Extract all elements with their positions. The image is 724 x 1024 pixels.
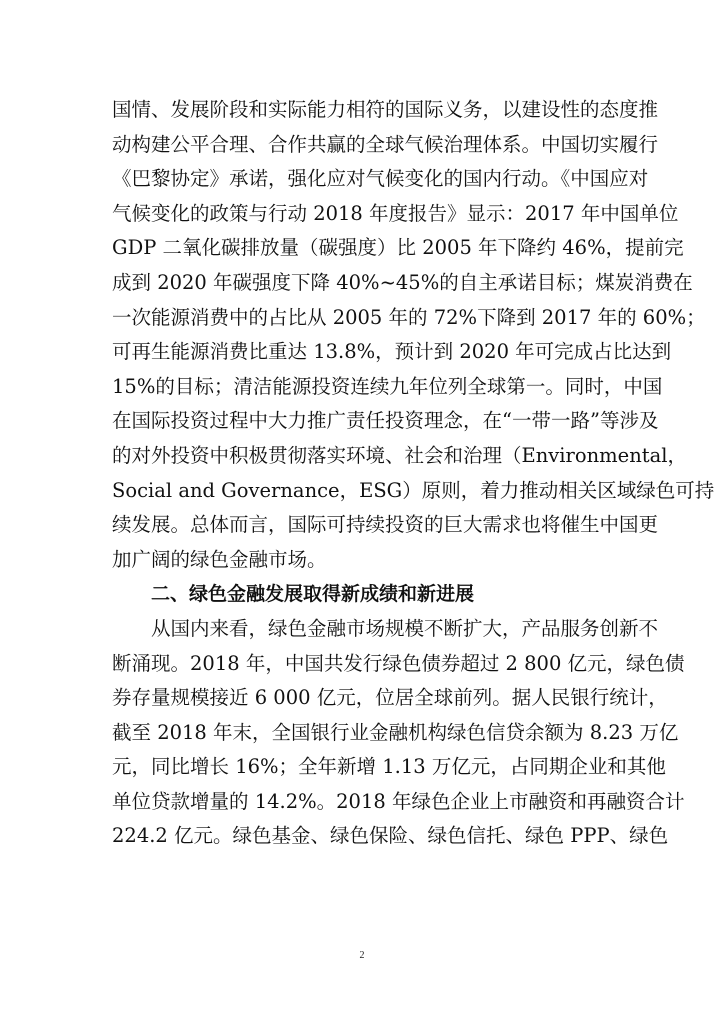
text-line: 可再生能源消费比重达 13.8%，预计到 2020 年可完成占比达到 [112, 340, 672, 364]
text-line: 成到 2020 年碳强度下降 40%~45%的自主承诺目标；煤炭消费在 [112, 270, 693, 294]
text-line: 断涌现。2018 年，中国共发行绿色债券超过 2 800 亿元，绿色债 [112, 651, 685, 675]
text-line: 一次能源消费中的占比从 2005 年的 72%下降到 2017 年的 60%； [112, 305, 706, 329]
section-heading: 二、绿色金融发展取得新成绩和新进展 [151, 583, 475, 606]
text-line: 224.2 亿元。绿色基金、绿色保险、绿色信托、绿色 PPP、绿色 [112, 824, 669, 848]
paragraph-green-finance-progress [112, 612, 685, 854]
text-line: 续发展。总体而言，国际可持续投资的巨大需求也将催生中国更 [112, 513, 659, 537]
text-line: 元，同比增长 16%；全年新增 1.13 万亿元，占同期企业和其他 [112, 755, 666, 779]
text-line: 的对外投资中积极贯彻落实环境、社会和治理（Environmental， [112, 443, 687, 467]
text-line: 加广阔的绿色金融市场。 [112, 547, 327, 571]
page-number: 2 [359, 950, 365, 961]
text-line: 从国内来看，绿色金融市场规模不断扩大，产品服务创新不 [151, 616, 659, 640]
text-line: 国情、发展阶段和实际能力相符的国际义务，以建设性的态度推 [112, 98, 659, 121]
text-line: GDP 二氧化碳排放量（碳强度）比 2005 年下降约 46%，提前完 [112, 236, 684, 260]
text-line: 《巴黎协定》承诺，强化应对气候变化的国内行动。《中国应对 [112, 167, 649, 191]
text-line: 在国际投资过程中大力推广责任投资理念，在“一带一路”等涉及 [112, 409, 659, 433]
text-line: 15%的目标；清洁能源投资连续九年位列全球第一。同时，中国 [112, 374, 663, 398]
paragraph-international-obligations [112, 93, 715, 577]
text-line: 券存量规模接近 6 000 亿元，位居全球前列。据人民银行统计， [112, 686, 668, 710]
text-line: 动构建公平合理、合作共赢的全球气候治理体系。中国切实履行 [112, 132, 659, 156]
text-line: 截至 2018 年末，全国银行业金融机构绿色信贷余额为 8.23 万亿 [112, 720, 679, 744]
text-line: 单位贷款增量的 14.2%。2018 年绿色企业上市融资和再融资合计 [112, 789, 685, 813]
text-line: Social and Governance，ESG）原则，着力推动相关区域绿色可持 [112, 478, 715, 502]
page-body [112, 93, 715, 854]
text-line: 气候变化的政策与行动 2018 年度报告》显示：2017 年中国单位 [112, 201, 679, 225]
